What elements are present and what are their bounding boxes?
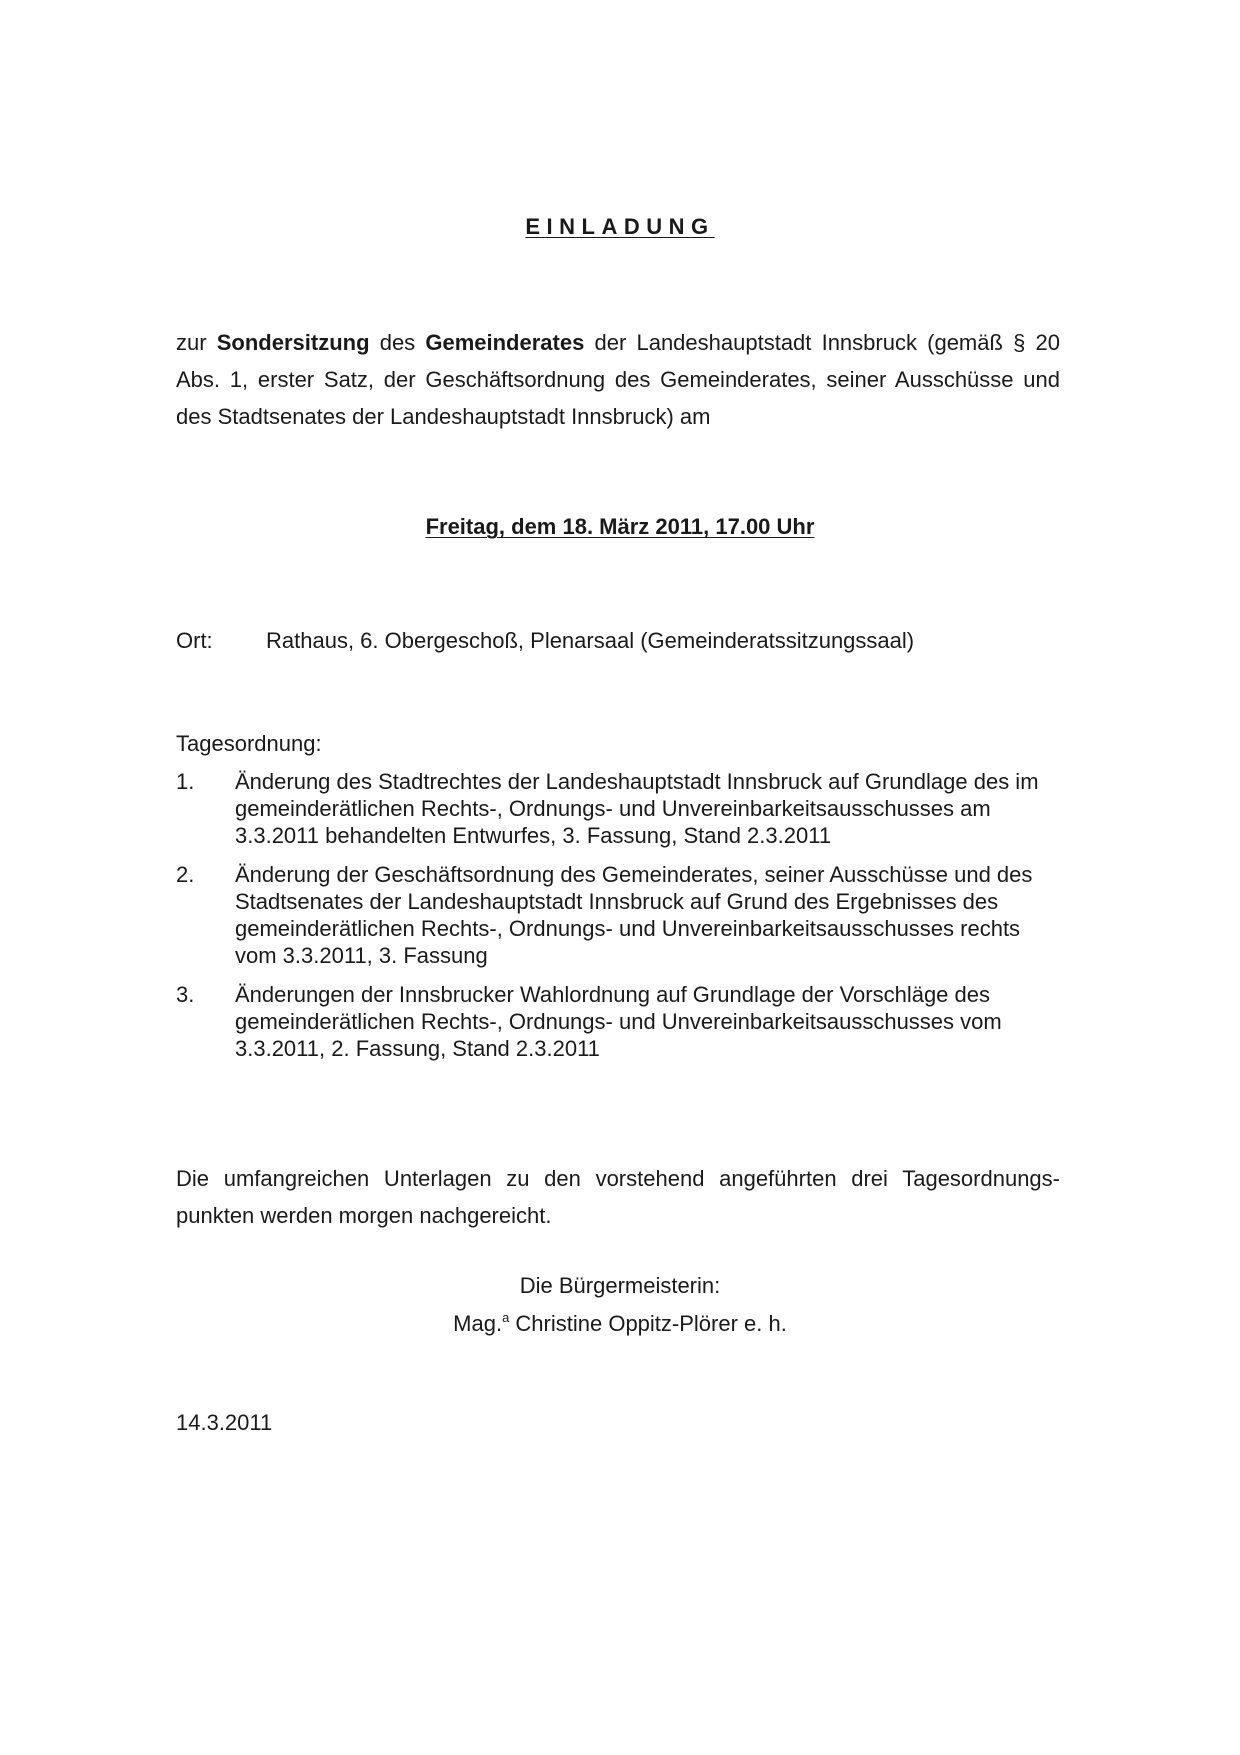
session-type: Sondersitzung <box>216 330 370 355</box>
intro-paragraph: zur Sondersitzung des Gemeinderates der Landeshauptstadt Innsbruck (gemäß § 20 Abs. 1, erster Satz, der Geschäftsordnung des Gemeinderates, seiner Ausschüsse und des Stadtsenates der Landeshauptstadt Innsbruck) am <box>176 330 1060 429</box>
agenda-item-text: Änderung der Geschäftsordnung des Gemeinderates, seiner Ausschüsse und des Stadtsenates der Landeshauptstadt Innsbruck auf Grund des Ergebnisses des gemeinderätlichen Rechts-, Ordnungs- und Unvereinbarkeitsausschusses rechts vom 3.3.2011, 3. Fassung <box>235 862 1033 968</box>
agenda-item-number: 2. <box>176 862 195 887</box>
document-date: 14.3.2011 <box>176 1410 273 1435</box>
location-value: Rathaus, 6. Obergeschoß, Plenarsaal (Gemeinderatssitzungssaal) <box>266 628 915 653</box>
documents-note: Die umfangreichen Unterlagen zu den vorstehend angeführten drei Tagesordnungs-punkten werden morgen nachgereicht. <box>176 1166 1060 1228</box>
agenda-item <box>176 981 1060 1062</box>
location-label: Ort: <box>176 628 213 653</box>
agenda-item-text: Änderung des Stadtrechtes der Landeshauptstadt Innsbruck auf Grundlage des im gemeinderätlichen Rechts-, Ordnungs- und Unvereinbarkeitsausschusses am 3.3.2011 behandelten Entwurfes, 3. Fassung, Stand 2.3.2011 <box>235 769 1039 848</box>
agenda-list <box>176 768 1060 1074</box>
signature-title: Die Bürgermeisterin: <box>519 1273 721 1298</box>
agenda-item <box>176 768 1060 849</box>
agenda-item-number: 3. <box>176 982 195 1007</box>
agenda-item <box>176 861 1060 969</box>
meeting-datetime: Freitag, dem 18. März 2011, 17.00 Uhr <box>425 514 815 539</box>
agenda-item-number: 1. <box>176 769 195 794</box>
document-title: EINLADUNG <box>525 214 715 239</box>
agenda-item-text: Änderungen der Innsbrucker Wahlordnung auf Grundlage der Vorschläge des gemeinderätlichen Rechts-, Ordnungs- und Unvereinbarkeitsausschusses vom 3.3.2011, 2. Fassung, Stand 2.3.2011 <box>235 982 1002 1061</box>
signature-name: Mag.$^a$ Christine Oppitz-Plörer e. h. <box>453 1310 787 1336</box>
agenda-label: Tagesordnung: <box>176 731 322 756</box>
council-name: Gemeinderates <box>425 330 585 355</box>
